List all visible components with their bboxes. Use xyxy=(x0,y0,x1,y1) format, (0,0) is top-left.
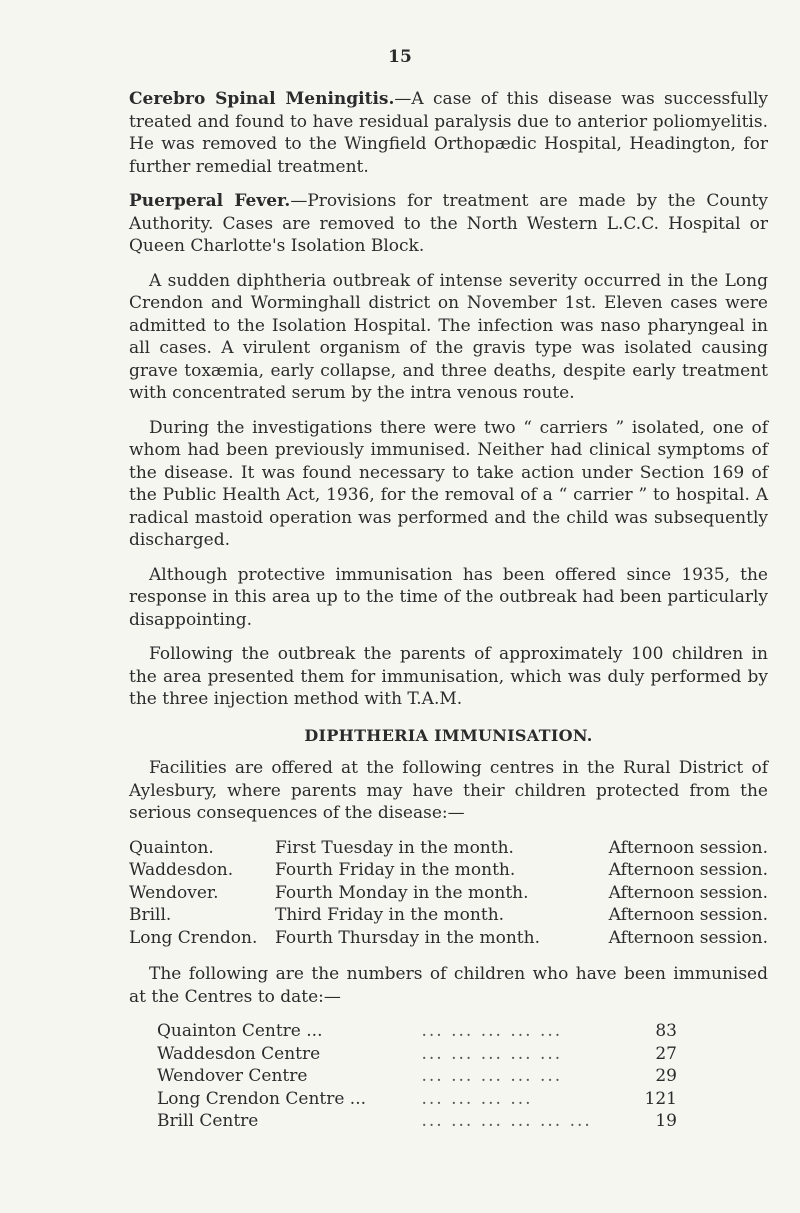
centre-day: Fourth Monday in the month. xyxy=(275,882,529,903)
inline-heading-puerperal: Puerperal Fever. xyxy=(129,191,291,211)
paragraph-text: —Provisions for treatment are made by the County Authority. Cases are removed to the North Western L.C.C. Hospital or Queen Charlotte's Isolation Block. xyxy=(129,191,768,256)
count-value: 29 xyxy=(655,1066,677,1086)
leader-dots: ... ... ... ... ... xyxy=(421,1021,563,1041)
page-content xyxy=(129,88,768,1133)
table-row xyxy=(157,1043,677,1066)
table-row xyxy=(129,927,768,950)
table-row xyxy=(129,837,768,860)
table-row xyxy=(157,1110,677,1133)
count-centre: Waddesdon Centre xyxy=(157,1043,321,1064)
centre-name: Quainton. xyxy=(129,837,214,858)
paragraph-diphtheria-outbreak: A sudden diphtheria outbreak of intense severity occurred in the Long Crendon and Worminghall district on November 1st. Eleven cases were admitted to the Isolation Hospital. The infection was naso pharyngeal in all cases. A virulent organism of the gravis type was isolated causing grave toxæmia, early collapse, and three deaths, despite early treatment with concentrated serum by the intra venous route. xyxy=(129,270,768,403)
immunisation-counts-table xyxy=(157,1020,677,1133)
centres-schedule-table xyxy=(129,837,768,950)
table-row xyxy=(157,1088,677,1111)
table-row xyxy=(129,904,768,927)
centre-name: Waddesdon. xyxy=(129,860,234,880)
count-value: 19 xyxy=(655,1111,677,1131)
centre-name: Long Crendon. xyxy=(129,927,258,948)
table-row xyxy=(157,1065,677,1088)
page-number: 15 xyxy=(388,47,412,67)
count-value: 83 xyxy=(655,1021,677,1041)
leader-dots: ... ... ... ... ... ... xyxy=(421,1111,592,1131)
paragraph-immunisation-response: Although protective immunisation has been offered since 1935, the response in this area up to the time of the outbreak had been particularly disappointing. xyxy=(129,564,768,630)
table-row xyxy=(157,1020,677,1043)
count-centre: Brill Centre xyxy=(157,1111,259,1131)
centre-name: Brill. xyxy=(129,905,172,925)
centre-session: Afternoon session. xyxy=(608,882,768,903)
centre-session: Afternoon session. xyxy=(608,860,768,880)
count-centre: Long Crendon Centre ... xyxy=(157,1088,367,1109)
paragraph-facilities: Facilities are offered at the following centres in the Rural District of Aylesbury, where parents may have their children protected from the serious consequences of the disease:— xyxy=(129,758,768,823)
paragraph-puerperal-fever xyxy=(129,190,768,258)
centre-day: Fourth Friday in the month. xyxy=(275,860,516,880)
centre-session: Afternoon session. xyxy=(608,905,768,925)
leader-dots: ... ... ... ... xyxy=(421,1088,533,1109)
count-value: 27 xyxy=(655,1043,677,1064)
table-row xyxy=(129,859,768,882)
paragraph-carriers: During the investigations there were two “ carriers ” isolated, one of whom had been previously immunised. Neither had clinical symptoms of the disease. It was found necessary to take action under Section 169 of the Public Health Act, 1936, for the removal of a “ carrier ” to hospital. A radical mastoid operation was performed and the child was subsequently discharged. xyxy=(129,417,768,550)
centre-name: Wendover. xyxy=(129,882,219,903)
count-centre: Wendover Centre xyxy=(157,1066,308,1086)
paragraph-text: —A case of this disease was successfully treated and found to have residual paralysis due to anterior poliomyelitis. He was removed to the Wingfield Orthopædic Hospital, Headington, for further remedial treatment. xyxy=(129,89,768,177)
paragraph-cerebro-spinal-meningitis xyxy=(129,88,768,178)
centre-session: Afternoon session. xyxy=(608,837,768,858)
paragraph-following-outbreak: Following the outbreak the parents of approximately 100 children in the area presented them for immunisation, which was duly performed by the three injection method with T.A.M. xyxy=(129,644,768,709)
count-value: 121 xyxy=(644,1088,677,1109)
table-row xyxy=(129,882,768,905)
count-centre: Quainton Centre ... xyxy=(157,1021,323,1041)
centre-day: First Tuesday in the month. xyxy=(275,837,514,858)
centre-day: Third Friday in the month. xyxy=(275,905,505,925)
leader-dots: ... ... ... ... ... xyxy=(421,1066,563,1086)
centre-day: Fourth Thursday in the month. xyxy=(275,927,540,948)
centre-session: Afternoon session. xyxy=(608,927,768,948)
leader-dots: ... ... ... ... ... xyxy=(421,1043,563,1064)
section-heading: DIPHTHERIA IMMUNISATION. xyxy=(304,725,593,745)
paragraph-numbers-intro: The following are the numbers of children who have been immunised at the Centres to date:— xyxy=(129,964,768,1007)
inline-heading-cerebro: Cerebro Spinal Meningitis. xyxy=(129,89,395,109)
